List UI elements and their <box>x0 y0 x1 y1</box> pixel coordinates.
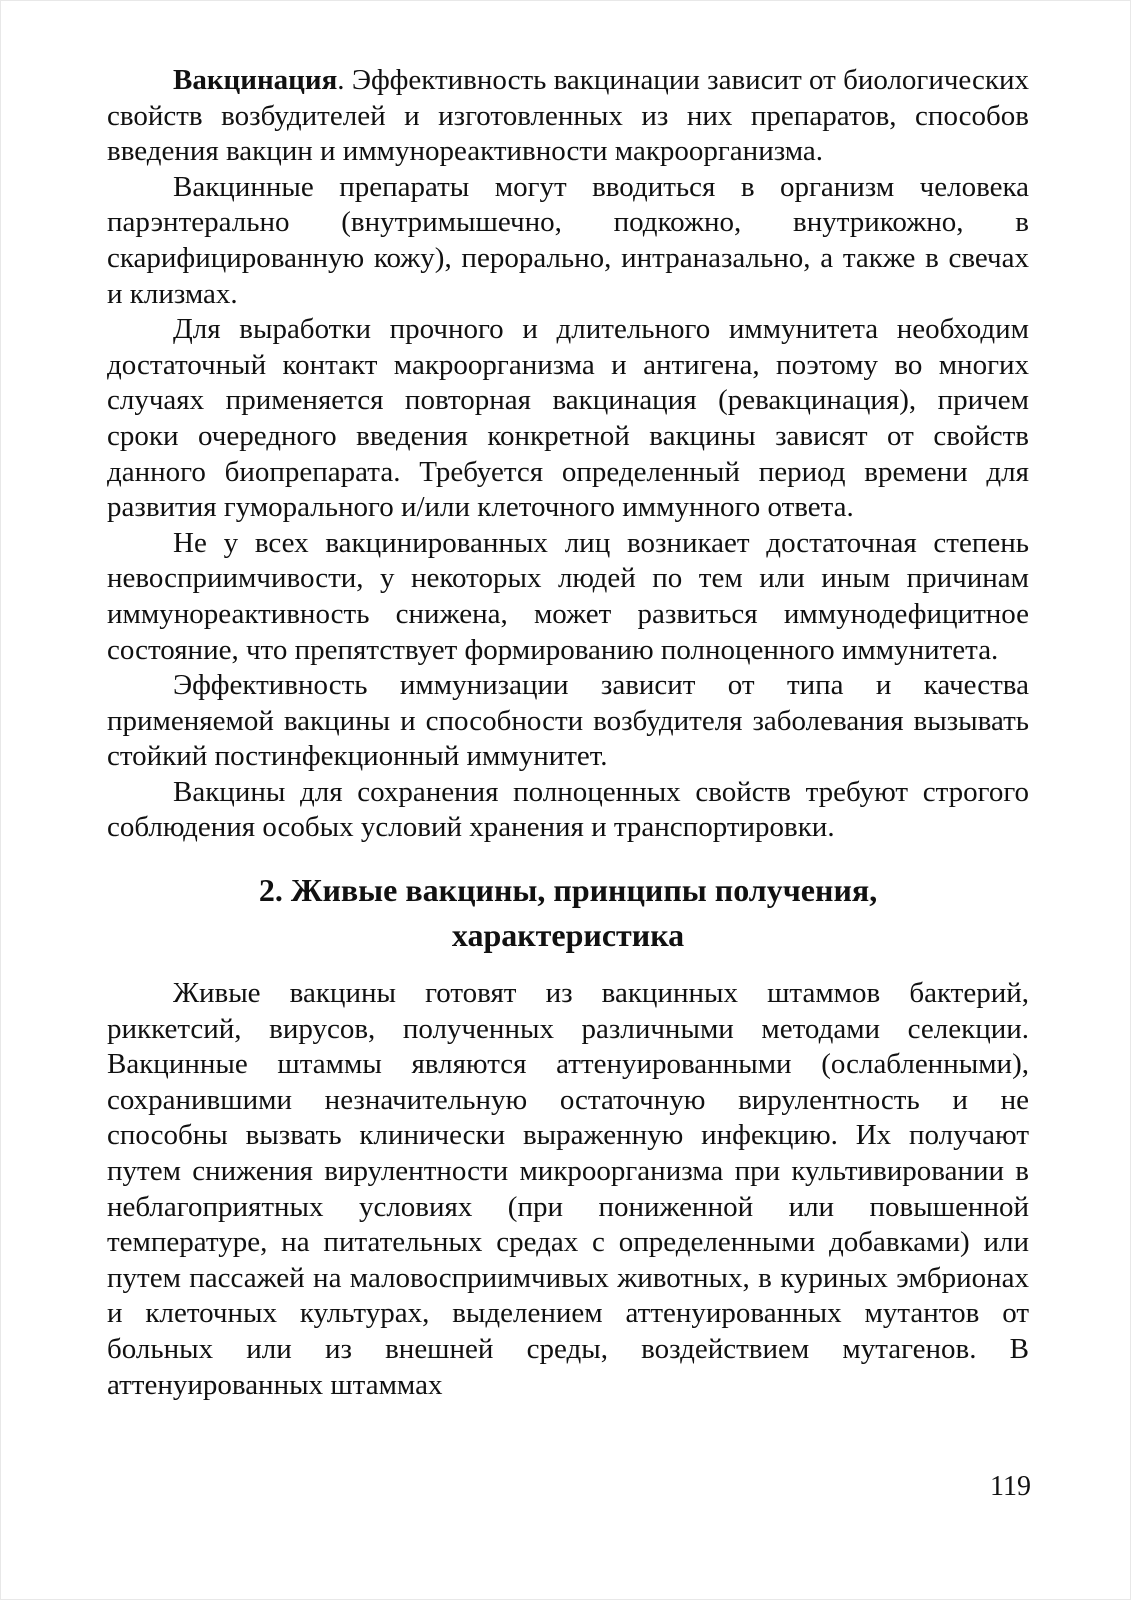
paragraph-text: Эффективность иммунизации зависит от типа и качества применяемой вакцины и способности возбудителя заболевания вызывать стойкий постинфекционный иммунитет. <box>107 669 1029 773</box>
paragraph-revaccination <box>107 312 1029 526</box>
paragraph-text: . Эффективность вакцинации зависит от биологических свойств возбудителей и изготовленных из них препаратов, способов введения вакцин и иммунореактивности макроорганизма. <box>107 64 1029 168</box>
paragraph-text: Для выработки прочного и длительного иммунитета необходим достаточный контакт макроорганизма и антигена, поэтому во многих случаях применяется повторная вакцинация (ревакцинация), причем сроки очередного введения конкретной вакцины зависят от свойств данного биопрепарата. Требуется определенный период времени для развития гуморального и/или клеточного иммунного ответа. <box>107 313 1029 524</box>
paragraph-live-vaccines <box>107 976 1029 1403</box>
paragraph-text: Вакцинные препараты могут вводиться в организм человека парэнтерально (внутримышечно, подкожно, внутрикожно, в скарифицированную кожу), перорально, интраназально, а также в свечах и клизмах. <box>107 170 1029 310</box>
paragraph-storage-conditions <box>107 775 1029 846</box>
paragraph-immunoreactivity <box>107 526 1029 668</box>
section-heading <box>107 868 1029 958</box>
paragraph-administration-routes <box>107 170 1029 312</box>
page-number: 119 <box>990 1471 1031 1502</box>
section-heading-line-1: 2. Живые вакцины, принципы получения, <box>258 872 878 909</box>
page-text-body <box>107 63 1029 1403</box>
paragraph-text: Живые вакцины готовят из вакцинных штаммов бактерий, риккетсий, вирусов, полученных различными методами селекции. Вакцинные штаммы являются аттенуированными (ослабленными), сохранившими незначительную остаточную вирулентность и не способны вызвать клинически выраженную инфекцию. Их получают путем снижения вирулентности микроорганизма при культивировании в неблагоприятных условиях (при пониженной или повышенной температуре, на питательных средах с определенными добавками) или путем пассажей на маловосприимчивых животных, в куриных эмбрионах и клеточных культурах, выделением аттенуированных мутантов от больных или из внешней среды, воздействием мутагенов. В аттенуированных штаммах <box>107 977 1029 1401</box>
section-heading-line-2: характеристика <box>451 917 685 954</box>
paragraph-lead-term: Вакцинация <box>173 64 338 96</box>
paragraph-vaccination-intro <box>107 63 1029 170</box>
paragraph-text: Не у всех вакцинированных лиц возникает достаточная степень невосприимчивости, у некоторых людей по тем или иным причинам иммунореактивность снижена, может развиться иммунодефицитное состояние, что препятствует формированию полноценного иммунитета. <box>107 526 1029 666</box>
paragraph-immunization-efficacy <box>107 668 1029 775</box>
paragraph-text: Вакцины для сохранения полноценных свойств требуют строгого соблюдения особых условий хранения и транспортировки. <box>107 775 1029 844</box>
